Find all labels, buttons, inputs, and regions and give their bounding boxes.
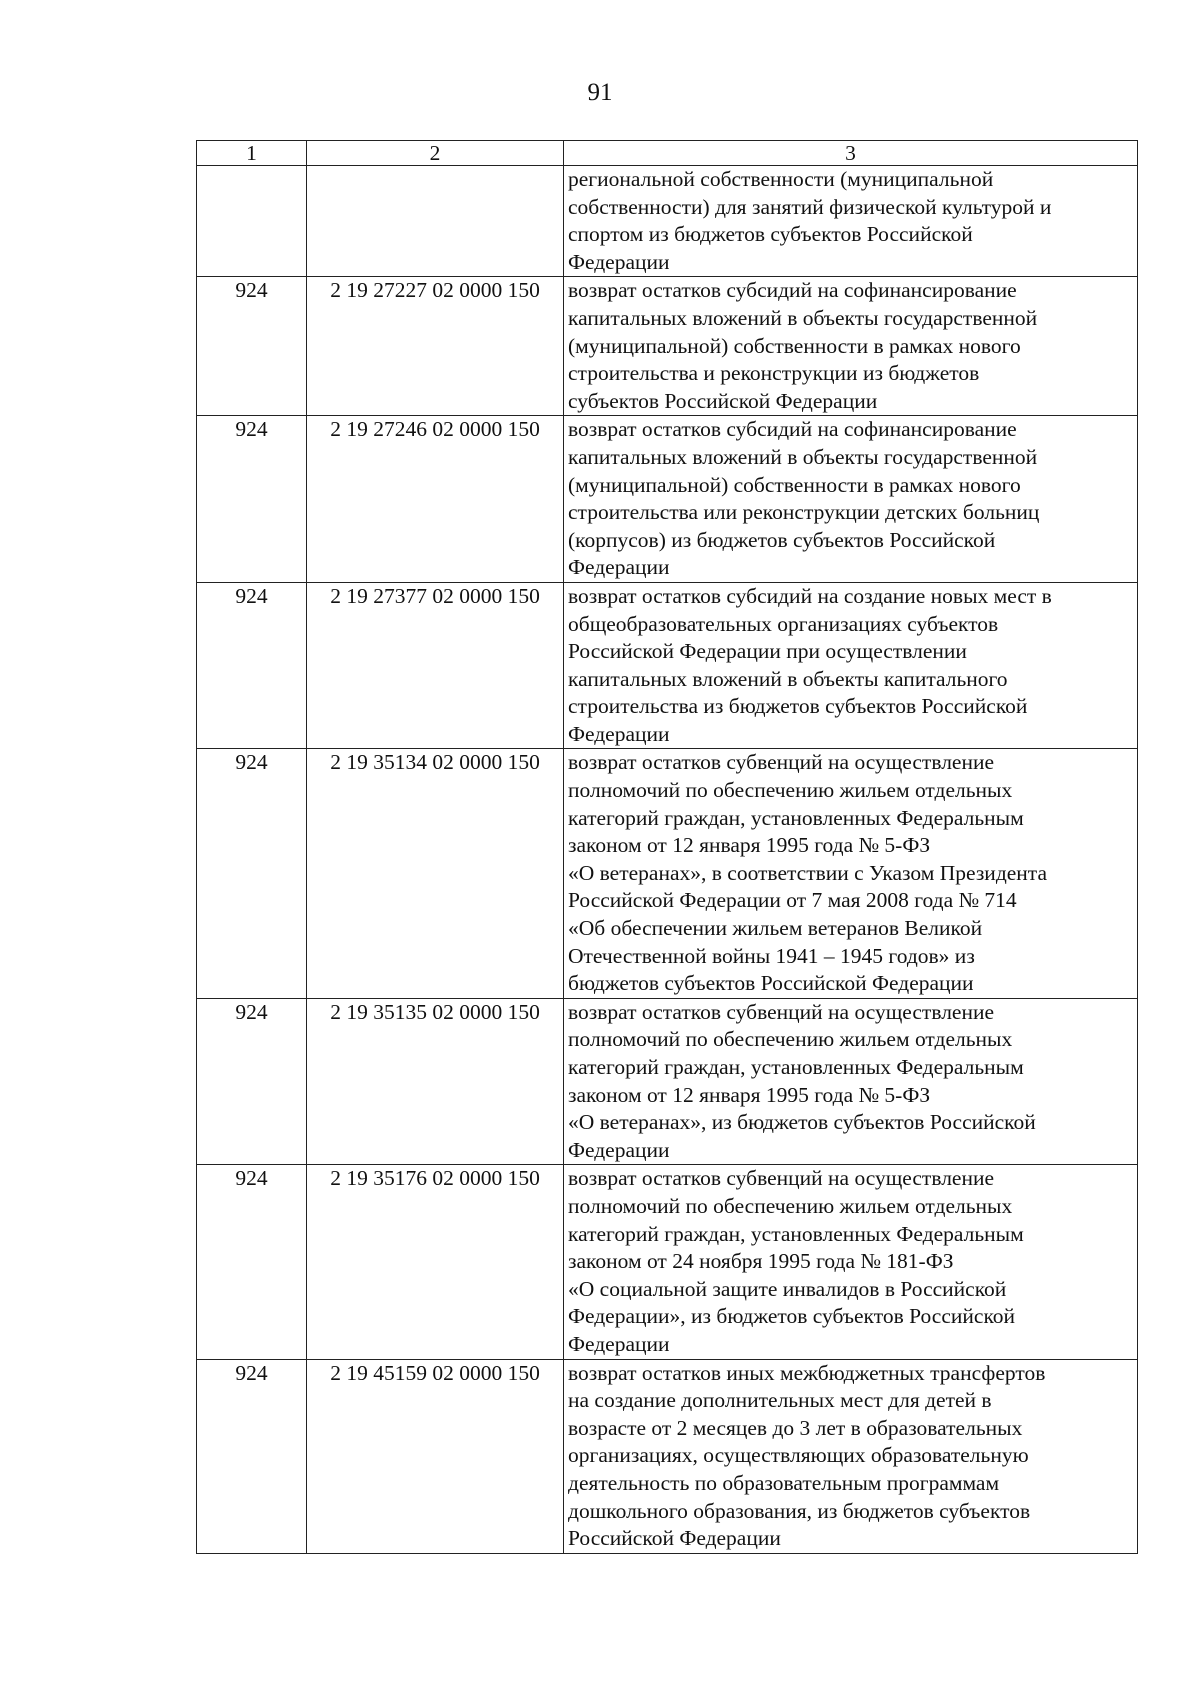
- description-line: законом от 12 января 1995 года № 5-ФЗ: [568, 1082, 931, 1107]
- description-cell: [564, 582, 1138, 749]
- description-line: категорий граждан, установленных Федеральным: [568, 1221, 1024, 1246]
- admin-code-cell: 924: [197, 1165, 307, 1359]
- budget-code-cell: 2 19 27246 02 0000 150: [307, 416, 564, 583]
- description-line: региональной собственности (муниципальной: [568, 167, 994, 191]
- table-row: [197, 166, 1138, 277]
- table-row: [197, 749, 1138, 998]
- description-cell: [564, 416, 1138, 583]
- description-line: организациях, осуществляющих образовательную: [568, 1443, 1029, 1468]
- table-body: [197, 166, 1138, 1554]
- description-cell: [564, 277, 1138, 416]
- budget-code-cell: 2 19 27227 02 0000 150: [307, 277, 564, 416]
- table-row: [197, 582, 1138, 749]
- description-line: возрасте от 2 месяцев до 3 лет в образовательных: [568, 1415, 1023, 1440]
- budget-code-cell: 2 19 35135 02 0000 150: [307, 998, 564, 1165]
- description-line: Федерации», из бюджетов субъектов Российской: [568, 1304, 1016, 1329]
- description-line: возврат остатков субвенций на осуществление: [568, 1166, 995, 1191]
- description-line: Федерации: [568, 1331, 670, 1356]
- budget-code-table: [196, 140, 1138, 1554]
- description-line: полномочий по обеспечению жильем отдельных: [568, 1193, 1013, 1218]
- admin-code-cell: 924: [197, 582, 307, 749]
- budget-code-cell: 2 19 35134 02 0000 150: [307, 749, 564, 998]
- description-line: (муниципальной) собственности в рамках нового: [568, 472, 1021, 497]
- description-line: законом от 24 ноября 1995 года № 181-ФЗ: [568, 1249, 954, 1274]
- description-line: возврат остатков субвенций на осуществление: [568, 750, 995, 775]
- description-line: категорий граждан, установленных Федеральным: [568, 805, 1024, 830]
- description-line: возврат остатков субсидий на софинансирование: [568, 417, 1017, 442]
- table-row: [197, 1165, 1138, 1359]
- page-number: 91: [587, 79, 613, 106]
- description-line: спортом из бюджетов субъектов Российской: [568, 222, 973, 247]
- description-line: категорий граждан, установленных Федеральным: [568, 1055, 1024, 1079]
- description-line: полномочий по обеспечению жильем отдельных: [568, 778, 1013, 803]
- description-line: «О социальной защите инвалидов в Российской: [568, 1276, 1007, 1301]
- description-line: собственности) для занятий физической культурой и: [568, 194, 1052, 219]
- description-cell: [564, 749, 1138, 998]
- column-header-admin: 1: [197, 141, 307, 166]
- description-line: капитальных вложений в объекты государственной: [568, 305, 1038, 330]
- admin-code-cell: [197, 166, 307, 277]
- description-line: Российской Федерации от 7 мая 2008 года № 714: [568, 888, 1017, 913]
- description-line: субъектов Российской Федерации: [568, 388, 878, 413]
- description-line: капитальных вложений в объекты капитального: [568, 666, 1008, 691]
- admin-code-cell: 924: [197, 749, 307, 998]
- description-line: строительства из бюджетов субъектов Российской: [568, 694, 1028, 719]
- description-line: дошкольного образования, из бюджетов субъектов: [568, 1498, 1031, 1523]
- description-line: законом от 12 января 1995 года № 5-ФЗ: [568, 833, 931, 858]
- description-line: возврат остатков субсидий на софинансирование: [568, 278, 1017, 303]
- budget-code-cell: 2 19 27377 02 0000 150: [307, 582, 564, 749]
- description-line: Федерации: [568, 555, 670, 580]
- description-line: на создание дополнительных мест для детей в: [568, 1388, 992, 1413]
- admin-code-cell: 924: [197, 416, 307, 583]
- description-line: строительства или реконструкции детских больниц: [568, 500, 1040, 525]
- admin-code-cell: 924: [197, 277, 307, 416]
- budget-code-cell: 2 19 45159 02 0000 150: [307, 1359, 564, 1553]
- description-line: «О ветеранах», в соответствии с Указом Президента: [568, 860, 1048, 885]
- description-line: Федерации: [568, 1137, 670, 1162]
- description-line: возврат остатков субвенций на осуществление: [568, 999, 995, 1024]
- description-line: деятельность по образовательным программам: [568, 1470, 1000, 1495]
- budget-code-cell: [307, 166, 564, 277]
- description-line: Российской Федерации: [568, 1526, 781, 1551]
- table-row: [197, 998, 1138, 1165]
- description-line: возврат остатков иных межбюджетных трансфертов: [568, 1360, 1046, 1385]
- description-line: общеобразовательных организациях субъектов: [568, 611, 999, 636]
- table-header-row: [197, 141, 1138, 166]
- description-line: возврат остатков субсидий на создание новых мест в: [568, 583, 1052, 608]
- description-line: Российской Федерации при осуществлении: [568, 639, 967, 664]
- description-line: Отечественной войны 1941 – 1945 годов» из: [568, 943, 975, 968]
- table-row: [197, 416, 1138, 583]
- description-line: (муниципальной) собственности в рамках нового: [568, 333, 1021, 358]
- table-row: [197, 1359, 1138, 1553]
- description-cell: [564, 998, 1138, 1165]
- description-line: Федерации: [568, 249, 670, 274]
- column-header-description: 3: [564, 141, 1138, 166]
- description-line: строительства и реконструкции из бюджетов: [568, 361, 980, 386]
- description-cell: [564, 1359, 1138, 1553]
- admin-code-cell: 924: [197, 1359, 307, 1553]
- description-line: полномочий по обеспечению жильем отдельных: [568, 1027, 1013, 1052]
- budget-code-cell: 2 19 35176 02 0000 150: [307, 1165, 564, 1359]
- description-line: (корпусов) из бюджетов субъектов Российской: [568, 527, 996, 552]
- description-line: Федерации: [568, 721, 670, 746]
- description-cell: [564, 1165, 1138, 1359]
- table-row: [197, 277, 1138, 416]
- description-line: капитальных вложений в объекты государственной: [568, 444, 1038, 469]
- admin-code-cell: 924: [197, 998, 307, 1165]
- description-line: «О ветеранах», из бюджетов субъектов Российской: [568, 1110, 1036, 1135]
- description-line: бюджетов субъектов Российской Федерации: [568, 971, 974, 996]
- column-header-code: 2: [307, 141, 564, 166]
- description-line: «Об обеспечении жильем ветеранов Великой: [568, 916, 983, 941]
- description-cell: [564, 166, 1138, 277]
